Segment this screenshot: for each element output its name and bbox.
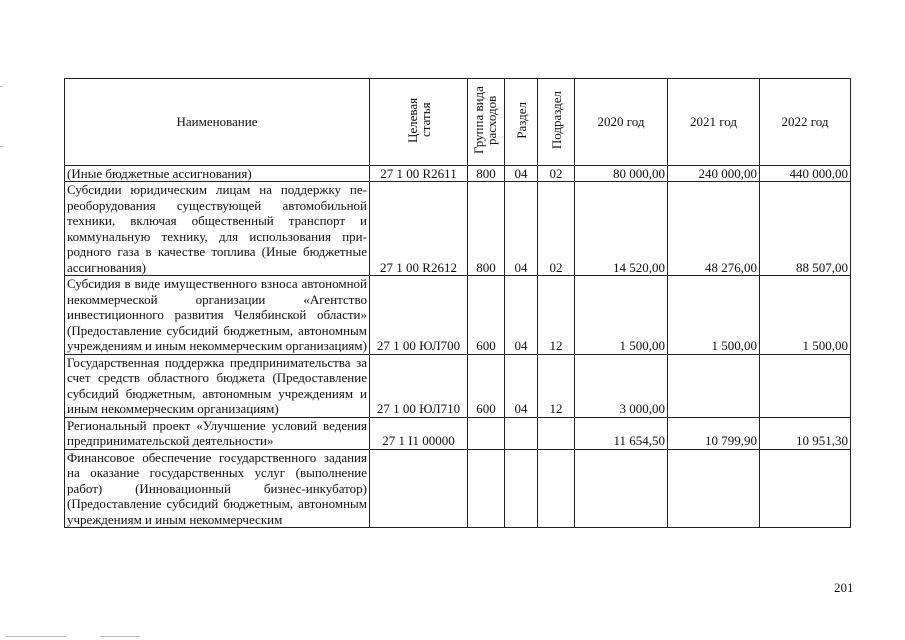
row-article: 27 1 00 R2611 — [370, 165, 468, 182]
table-row — [65, 165, 851, 182]
table-row — [65, 449, 851, 528]
row-article: 27 1 00 ЮЛ700 — [370, 276, 468, 355]
row-article: 27 1 00 R2612 — [370, 182, 468, 276]
row-2021: 10 799,90 — [668, 417, 760, 449]
row-name: Государственная поддержка предпринимательства за счет средств областного бюджета (Предоставление субсидий бюджетным, автономным учреждениям и иным некоммерческим организациям) — [65, 354, 370, 417]
row-section: 04 — [505, 354, 538, 417]
table-row — [65, 354, 851, 417]
row-article — [370, 449, 468, 528]
row-2021: 240 000,00 — [668, 165, 760, 182]
row-section — [505, 449, 538, 528]
row-name: Финансовое обеспечение государственного задания на оказание государственных услуг (выполнение работ) (Инновационный бизнес-инкубатор) (Предоставление субсидий бюджетным, автономным учреждениям и иным некоммерческим — [65, 449, 370, 528]
row-subsection: 02 — [538, 165, 575, 182]
header-section: Раздел — [505, 79, 538, 166]
table-row — [65, 276, 851, 355]
header-subsection: Подраздел — [538, 79, 575, 166]
header-expense-group: Группа вида расходов — [468, 79, 505, 166]
row-2020: 14 520,00 — [575, 182, 668, 276]
row-2022: 88 507,00 — [760, 182, 851, 276]
row-group: 600 — [468, 276, 505, 355]
scan-bottom-mark — [100, 636, 140, 637]
row-2020: 3 000,00 — [575, 354, 668, 417]
row-subsection: 02 — [538, 182, 575, 276]
row-name: (Иные бюджетные ассигнования) — [65, 165, 370, 182]
row-2020: 11 654,50 — [575, 417, 668, 449]
row-group: 800 — [468, 182, 505, 276]
row-subsection: 12 — [538, 354, 575, 417]
row-group — [468, 417, 505, 449]
row-2021 — [668, 354, 760, 417]
row-subsection — [538, 417, 575, 449]
row-name: Субсидии юридическим лицам на поддержку переоборудования существующей автомобильной техники, включая общественный транспорт и коммунальную технику, для использования природного газа в качестве топлива (Иные бюджетные ассигнования) — [65, 182, 370, 276]
row-2022: 440 000,00 — [760, 165, 851, 182]
row-2022: 10 951,30 — [760, 417, 851, 449]
row-section: 04 — [505, 165, 538, 182]
scan-margin-mark — [0, 86, 3, 87]
row-name: Субсидия в виде имущественного взноса автономной некоммерческой организации «Агентство инвестиционного развития Челябинской области» (Предоставление субсидий бюджетным, автономным учреждениям и иным некоммерческим организациям) — [65, 276, 370, 355]
budget-table — [64, 78, 851, 528]
row-subsection — [538, 449, 575, 528]
row-2020 — [575, 449, 668, 528]
table-header-row — [65, 79, 851, 166]
row-2022: 1 500,00 — [760, 276, 851, 355]
row-section — [505, 417, 538, 449]
row-article: 27 1 00 ЮЛ710 — [370, 354, 468, 417]
scan-margin-mark — [0, 146, 3, 147]
table-row — [65, 417, 851, 449]
header-name: Наименование — [65, 79, 370, 166]
row-2020: 1 500,00 — [575, 276, 668, 355]
row-subsection: 12 — [538, 276, 575, 355]
header-2021: 2021 год — [668, 79, 760, 166]
row-group: 600 — [468, 354, 505, 417]
row-2022 — [760, 449, 851, 528]
header-2022: 2022 год — [760, 79, 851, 166]
scan-bottom-mark — [6, 636, 66, 637]
row-section: 04 — [505, 182, 538, 276]
row-2021 — [668, 449, 760, 528]
header-target-article: Целевая статья — [370, 79, 468, 166]
row-2021: 1 500,00 — [668, 276, 760, 355]
row-section: 04 — [505, 276, 538, 355]
row-2021: 48 276,00 — [668, 182, 760, 276]
page-number: 201 — [834, 580, 854, 595]
row-2020: 80 000,00 — [575, 165, 668, 182]
row-group — [468, 449, 505, 528]
row-article: 27 1 I1 00000 — [370, 417, 468, 449]
row-name: Региональный проект «Улучшение условий ведения предпринимательской деятельности» — [65, 417, 370, 449]
table-row — [65, 182, 851, 276]
row-2022 — [760, 354, 851, 417]
row-group: 800 — [468, 165, 505, 182]
header-2020: 2020 год — [575, 79, 668, 166]
